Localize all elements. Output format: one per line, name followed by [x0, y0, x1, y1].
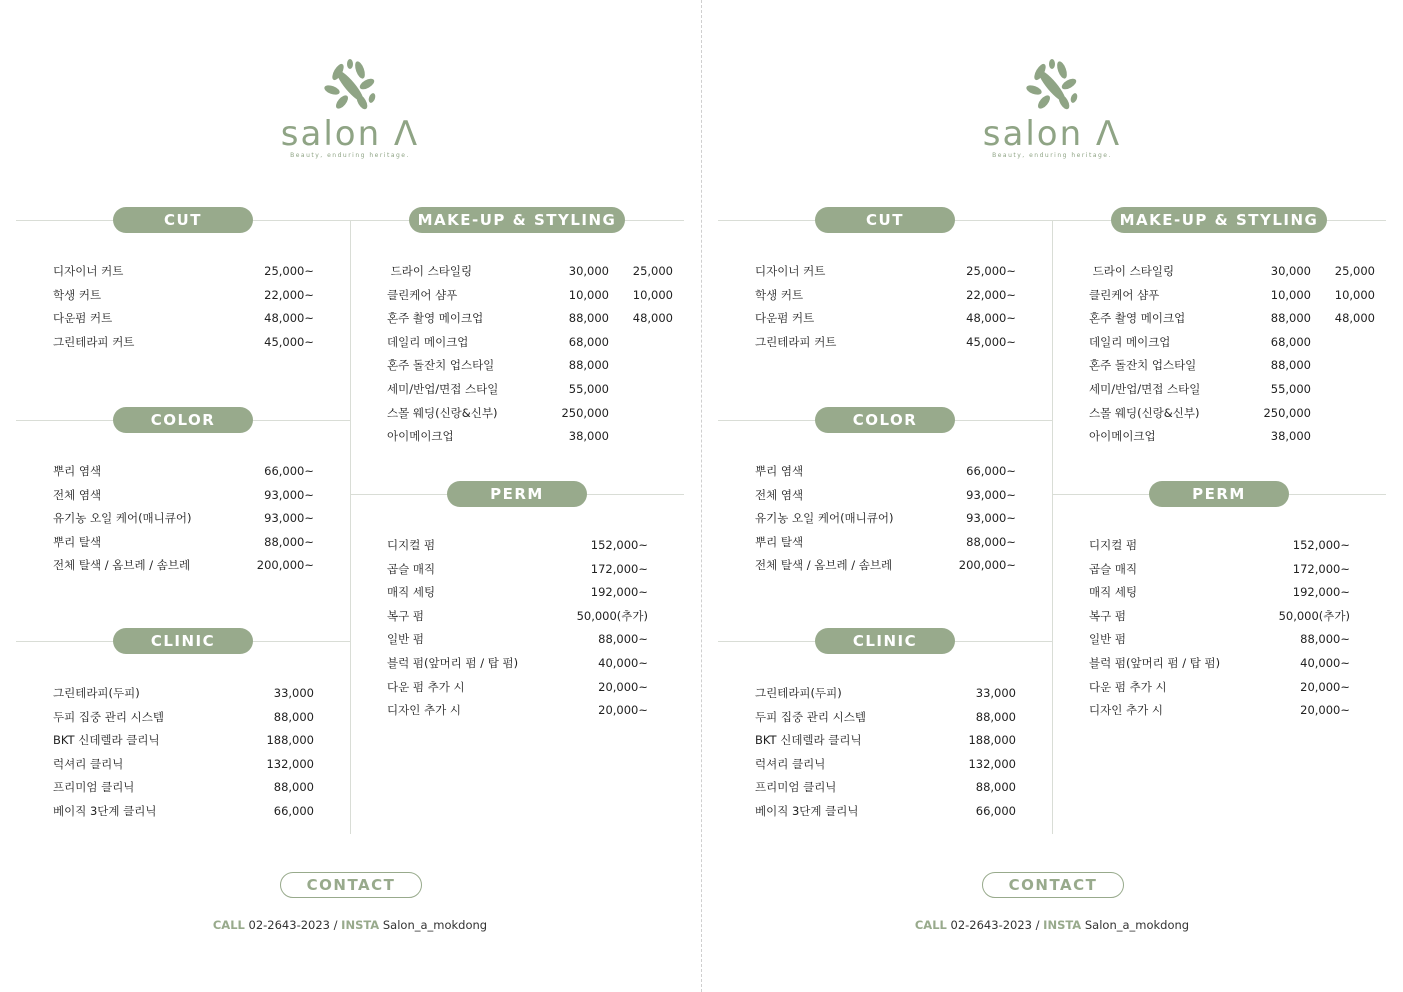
item-price: 68,000 [1270, 334, 1311, 349]
item-price: 88,000 [975, 780, 1016, 795]
item-price-alt: 25,000 [632, 264, 673, 278]
item-name: 디자이너 커트 [755, 264, 826, 278]
item-name: 세미/반업/면접 스타일 [387, 381, 499, 396]
item-price: 66,000 [273, 803, 314, 818]
makeup-item [387, 284, 677, 308]
item-name: 뿌리 탈색 [53, 534, 102, 549]
item-price: 88,000 [273, 709, 314, 724]
item-name: 럭셔리 클리닉 [53, 756, 124, 771]
item-price: 250,000 [561, 405, 609, 420]
cut-item [53, 260, 315, 284]
item-name: 혼주 촬영 메이크업 [1089, 311, 1186, 326]
makeup-item [387, 402, 677, 426]
item-price: 22,000~ [966, 287, 1016, 302]
item-price: 20,000~ [598, 703, 648, 718]
makeup-item [387, 354, 677, 378]
item-price: 200,000~ [958, 558, 1016, 573]
perm-item [1089, 558, 1351, 582]
item-name: 다운펌 커트 [755, 311, 815, 326]
item-name: 혼주 돌잔치 업스타일 [1089, 358, 1197, 373]
item-name: 혼주 돌잔치 업스타일 [387, 358, 495, 373]
item-name: 프리미엄 클리닉 [755, 780, 837, 795]
clinic-item [53, 753, 315, 777]
insta-handle[interactable]: Salon_a_mokdong [1084, 918, 1190, 932]
item-name: 복구 펌 [387, 608, 424, 623]
item-name: 뿌리 탈색 [755, 534, 804, 549]
cut-item [755, 284, 1017, 308]
item-name: 매직 세팅 [1089, 585, 1138, 600]
item-price: 22,000~ [264, 287, 314, 302]
makeup-item [1089, 425, 1379, 449]
clinic-item [755, 800, 1017, 824]
item-name: 아이메이크업 [1089, 429, 1156, 444]
item-price: 88,000~ [966, 534, 1016, 549]
item-price: 192,000~ [1292, 585, 1350, 600]
item-price-alt: 10,000 [1334, 287, 1375, 302]
perm-item [1089, 605, 1351, 629]
item-price: 40,000~ [598, 655, 648, 670]
item-name: 데일리 메이크업 [1089, 334, 1171, 349]
item-price: 50,000(추가) [576, 608, 648, 623]
item-price-alt: 48,000 [1334, 311, 1375, 326]
item-name: 그린테라피 커트 [53, 334, 135, 349]
menu-panel-left [0, 0, 700, 992]
item-price: 25,000~ [966, 264, 1016, 278]
item-price: 88,000 [568, 358, 609, 373]
makeup-item [387, 260, 677, 284]
brand-logo [972, 58, 1132, 159]
brand-name: salon Λ [982, 114, 1122, 154]
color-item [755, 484, 1017, 508]
item-price: 88,000~ [598, 632, 648, 647]
item-name: 클린케어 샴푸 [387, 287, 458, 302]
item-price: 55,000 [568, 381, 609, 396]
item-name: 전체 탈색 / 옴브레 / 솜브레 [755, 558, 893, 573]
item-name: 데일리 메이크업 [387, 334, 469, 349]
makeup-item [1089, 354, 1379, 378]
item-price: 30,000 [568, 264, 609, 278]
perm-item [387, 558, 649, 582]
brand-logo [270, 58, 430, 159]
item-name: 디자인 추가 시 [1089, 703, 1163, 718]
perm-item [1089, 534, 1351, 558]
contact-line [0, 918, 700, 932]
item-price: 45,000~ [966, 334, 1016, 349]
item-price: 192,000~ [590, 585, 648, 600]
item-price: 33,000 [273, 686, 314, 700]
color-item [53, 531, 315, 555]
item-name: 두피 집중 관리 시스템 [53, 709, 164, 724]
makeup-item [387, 307, 677, 331]
contact-separator: / [329, 918, 342, 932]
perm-item [1089, 676, 1351, 700]
item-name: 곱슬 매직 [1089, 561, 1138, 576]
makeup-item [387, 378, 677, 402]
item-price: 88,000 [975, 709, 1016, 724]
item-price: 172,000~ [1292, 561, 1350, 576]
phone-number[interactable]: 02-2643-2023 [950, 918, 1032, 932]
insta-handle[interactable]: Salon_a_mokdong [382, 918, 488, 932]
item-price: 93,000~ [966, 511, 1016, 526]
perm-header: PERM [1149, 481, 1289, 507]
item-price: 132,000 [968, 756, 1016, 771]
item-name: 학생 커트 [755, 287, 804, 302]
color-item [755, 554, 1017, 578]
item-name: 학생 커트 [53, 287, 102, 302]
cut-header: CUT [815, 207, 955, 233]
makeup-header: MAKE-UP & STYLING [1111, 207, 1327, 233]
perm-header: PERM [447, 481, 587, 507]
cut-item [53, 307, 315, 331]
item-name: 혼주 촬영 메이크업 [387, 311, 484, 326]
item-price: 152,000~ [1292, 538, 1350, 552]
item-name: 드라이 스타일링 [387, 264, 473, 278]
item-name: 곱슬 매직 [387, 561, 436, 576]
item-name: 클린케어 샴푸 [1089, 287, 1160, 302]
cut-item [53, 284, 315, 308]
insta-label: INSTA [1043, 918, 1082, 932]
clinic-item [755, 729, 1017, 753]
item-price: 38,000 [1270, 429, 1311, 444]
item-name: 그린테라피(두피) [53, 686, 140, 700]
clinic-item [53, 729, 315, 753]
item-name: 뿌리 염색 [53, 464, 102, 478]
makeup-item [1089, 307, 1379, 331]
call-label: CALL [914, 918, 947, 932]
insta-label: INSTA [341, 918, 380, 932]
item-name: BKT 신데렐라 클리닉 [53, 733, 160, 748]
makeup-item [1089, 284, 1379, 308]
brand-name: salon Λ [280, 114, 420, 154]
item-price: 188,000 [266, 733, 314, 748]
item-price: 88,000~ [264, 534, 314, 549]
item-price: 88,000 [1270, 358, 1311, 373]
color-header: COLOR [815, 407, 955, 433]
item-price: 93,000~ [264, 487, 314, 502]
item-name: 디자인 추가 시 [387, 703, 461, 718]
makeup-item [1089, 378, 1379, 402]
perm-item [387, 605, 649, 629]
makeup-item [387, 331, 677, 355]
cut-item [755, 307, 1017, 331]
item-name: 유기농 오일 케어(매니큐어) [755, 511, 894, 526]
clinic-item [53, 706, 315, 730]
item-name: 매직 세팅 [387, 585, 436, 600]
color-item [755, 507, 1017, 531]
item-price: 48,000~ [966, 311, 1016, 326]
item-price: 30,000 [1270, 264, 1311, 278]
item-price: 66,000~ [264, 464, 314, 478]
clinic-header: CLINIC [815, 628, 955, 654]
cut-header: CUT [113, 207, 253, 233]
item-name: 그린테라피 커트 [755, 334, 837, 349]
item-price: 40,000~ [1300, 655, 1350, 670]
color-item [53, 507, 315, 531]
contact-header: CONTACT [280, 872, 422, 898]
clinic-item [755, 682, 1017, 706]
item-price: 88,000 [568, 311, 609, 326]
color-item [53, 460, 315, 484]
item-price: 10,000 [568, 287, 609, 302]
color-item [53, 484, 315, 508]
cut-item [755, 331, 1017, 355]
item-price: 38,000 [568, 429, 609, 444]
item-price: 172,000~ [590, 561, 648, 576]
item-price: 188,000 [968, 733, 1016, 748]
item-name: 드라이 스타일링 [1089, 264, 1175, 278]
color-item [755, 531, 1017, 555]
item-name: 디지컬 펌 [387, 538, 436, 552]
perm-item [1089, 581, 1351, 605]
item-price: 25,000~ [264, 264, 314, 278]
makeup-item [1089, 260, 1379, 284]
clinic-item [53, 776, 315, 800]
item-price: 10,000 [1270, 287, 1311, 302]
item-price: 93,000~ [966, 487, 1016, 502]
item-name: 스몰 웨딩(신랑&신부) [387, 405, 498, 420]
perm-item [1089, 628, 1351, 652]
item-price: 93,000~ [264, 511, 314, 526]
item-name: 베이직 3단계 클리닉 [53, 803, 157, 818]
clinic-item [755, 706, 1017, 730]
item-price: 88,000 [1270, 311, 1311, 326]
perm-item [1089, 652, 1351, 676]
perm-item [1089, 699, 1351, 723]
perm-item [387, 628, 649, 652]
item-name: 전체 탈색 / 옴브레 / 솜브레 [53, 558, 191, 573]
item-price: 55,000 [1270, 381, 1311, 396]
brand-tagline: Beauty, enduring heritage. [992, 152, 1112, 159]
item-name: 다운펌 커트 [53, 311, 113, 326]
item-name: 일반 펌 [1089, 632, 1126, 647]
clinic-item [755, 776, 1017, 800]
item-name: 베이직 3단계 클리닉 [755, 803, 859, 818]
item-price: 88,000~ [1300, 632, 1350, 647]
clinic-item [53, 800, 315, 824]
item-price: 66,000~ [966, 464, 1016, 478]
item-name: 세미/반업/면접 스타일 [1089, 381, 1201, 396]
makeup-item [387, 425, 677, 449]
perm-item [387, 534, 649, 558]
contact-line [702, 918, 1402, 932]
contact-header: CONTACT [982, 872, 1124, 898]
color-header: COLOR [113, 407, 253, 433]
perm-item [387, 581, 649, 605]
item-price: 20,000~ [1300, 679, 1350, 694]
clinic-item [53, 682, 315, 706]
phone-number[interactable]: 02-2643-2023 [248, 918, 330, 932]
coral-logo-icon [320, 58, 380, 114]
cut-item [53, 331, 315, 355]
item-price: 200,000~ [256, 558, 314, 573]
item-name: 디자이너 커트 [53, 264, 124, 278]
coral-logo-icon [1022, 58, 1082, 114]
item-name: 그린테라피(두피) [755, 686, 842, 700]
item-name: 블럭 펌(앞머리 펌 / 탑 펌) [387, 655, 519, 670]
item-name: 두피 집중 관리 시스템 [755, 709, 866, 724]
contact-separator: / [1031, 918, 1044, 932]
item-name: 아이메이크업 [387, 429, 454, 444]
menu-panel-right [702, 0, 1402, 992]
color-item [755, 460, 1017, 484]
cut-item [755, 260, 1017, 284]
item-price: 250,000 [1263, 405, 1311, 420]
color-item [53, 554, 315, 578]
item-name: 프리미엄 클리닉 [53, 780, 135, 795]
item-price: 33,000 [975, 686, 1016, 700]
perm-item [387, 652, 649, 676]
item-name: 럭셔리 클리닉 [755, 756, 826, 771]
item-price: 152,000~ [590, 538, 648, 552]
item-name: BKT 신데렐라 클리닉 [755, 733, 862, 748]
item-name: 다운 펌 추가 시 [1089, 679, 1167, 694]
item-price: 48,000~ [264, 311, 314, 326]
call-label: CALL [212, 918, 245, 932]
item-name: 스몰 웨딩(신랑&신부) [1089, 405, 1200, 420]
item-price: 88,000 [273, 780, 314, 795]
item-name: 전체 염색 [755, 487, 804, 502]
item-name: 일반 펌 [387, 632, 424, 647]
item-name: 유기농 오일 케어(매니큐어) [53, 511, 192, 526]
item-name: 뿌리 염색 [755, 464, 804, 478]
item-price: 68,000 [568, 334, 609, 349]
perm-item [387, 699, 649, 723]
makeup-header: MAKE-UP & STYLING [409, 207, 625, 233]
makeup-item [1089, 402, 1379, 426]
item-price: 45,000~ [264, 334, 314, 349]
item-price-alt: 10,000 [632, 287, 673, 302]
item-price-alt: 48,000 [632, 311, 673, 326]
perm-item [387, 676, 649, 700]
item-price: 50,000(추가) [1278, 608, 1350, 623]
item-name: 복구 펌 [1089, 608, 1126, 623]
item-name: 디지컬 펌 [1089, 538, 1138, 552]
item-price: 66,000 [975, 803, 1016, 818]
clinic-header: CLINIC [113, 628, 253, 654]
clinic-item [755, 753, 1017, 777]
item-price: 20,000~ [1300, 703, 1350, 718]
makeup-item [1089, 331, 1379, 355]
item-price: 20,000~ [598, 679, 648, 694]
item-name: 다운 펌 추가 시 [387, 679, 465, 694]
item-name: 블럭 펌(앞머리 펌 / 탑 펌) [1089, 655, 1221, 670]
item-price-alt: 25,000 [1334, 264, 1375, 278]
item-name: 전체 염색 [53, 487, 102, 502]
item-price: 132,000 [266, 756, 314, 771]
brand-tagline: Beauty, enduring heritage. [290, 152, 410, 159]
